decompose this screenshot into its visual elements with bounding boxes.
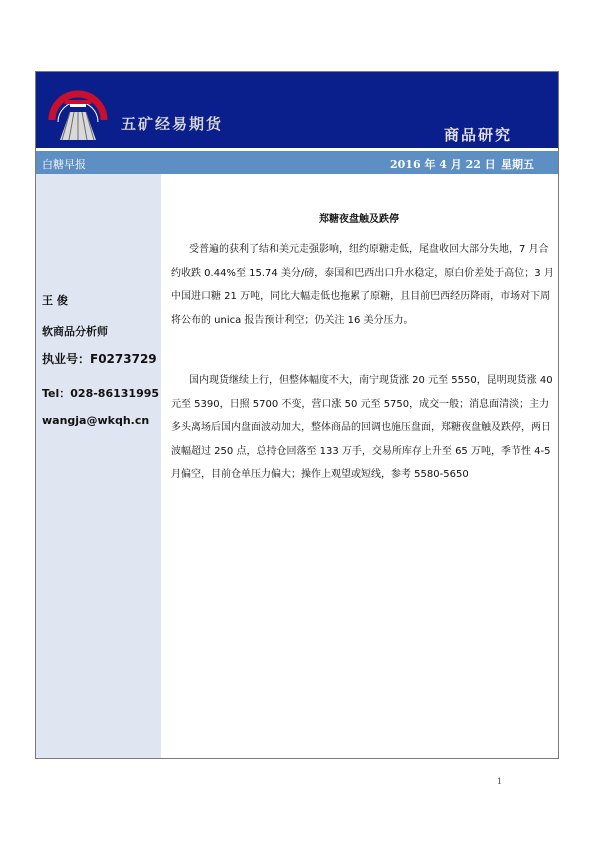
author-sidebar: [36, 174, 161, 758]
section-title: 商品研究: [444, 126, 513, 144]
minmetals-logo: [46, 78, 110, 142]
author-phone: Tel：028-86131995: [42, 387, 160, 400]
brand-name: 五矿经易期货: [121, 115, 224, 133]
report-weekday: 星期五: [501, 158, 534, 171]
author-email: wangja@wkqh.cn: [42, 414, 150, 427]
author-name: 王 俊: [42, 294, 68, 307]
article-paragraph: 国内现货继续上行，但整体幅度不大，南宁现货涨 20 元至 5550，昆明现货涨 40 元至 5390，日照 5700 不变，营口涨 50 元至 5750，成交一般；消息面清淡；主力多头离场后国内盘面波动加大，整体商品的回调也施压盘面，郑糖夜盘触及跌停，两日波幅超过 250 点，总持仓回落至 133 万手，交易所库存上升至 65 万吨，季节性 4-5 月偏空，目前仓单压力偏大；操作上观望或短线，参考 5580-5650: [171, 375, 553, 480]
subheader-bar: [36, 151, 558, 174]
author-title: 软商品分析师: [42, 325, 108, 338]
article-paragraph: 受普遍的获利了结和美元走强影响，纽约原糖走低，尾盘收回大部分失地，7 月合约收跌 0.44%至 15.74 美分/磅，泰国和巴西出口升水稳定，原白价差处于高位；3 月中国进口糖 21 万吨，同比大幅走低也拖累了原糖，且目前巴西经历降雨，市场对下周将公布的 unica 报告预计利空；仍关注 16 美分压力。: [171, 244, 554, 326]
report-type: 白糖早报: [42, 158, 86, 171]
article-headline: 郑糖夜盘触及跌停: [319, 214, 399, 225]
author-license: 执业号：F0273729: [42, 352, 157, 366]
page-number: 1: [497, 777, 503, 786]
report-date: 2016 年 4 月 22 日: [390, 158, 496, 171]
